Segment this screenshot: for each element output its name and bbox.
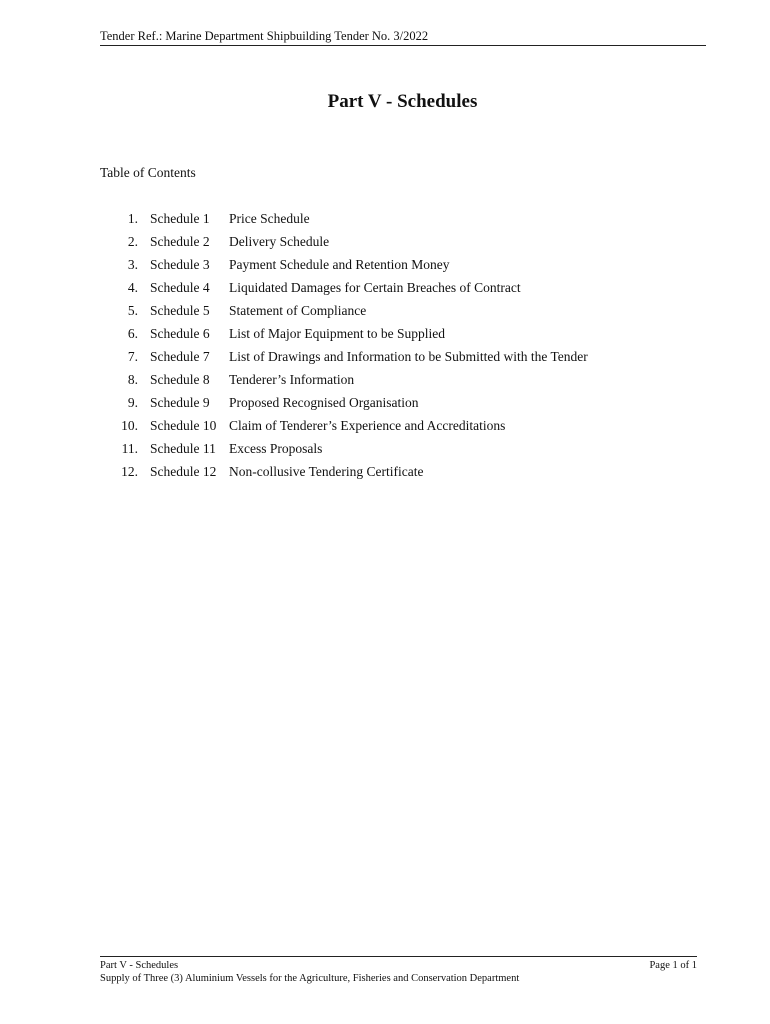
toc-item-title: Proposed Recognised Organisation bbox=[229, 395, 419, 410]
toc-item-title: Delivery Schedule bbox=[229, 234, 330, 249]
toc-item-title: Liquidated Damages for Certain Breaches of Contract bbox=[229, 280, 521, 295]
toc-heading: Table of Contents bbox=[100, 165, 196, 180]
footer-part-label: Part V - Schedules bbox=[100, 960, 179, 971]
toc-item-title: List of Drawings and Information to be Submitted with the Tender bbox=[229, 349, 588, 364]
toc-item-schedule: Schedule 3 bbox=[150, 257, 210, 272]
toc-item-schedule: Schedule 9 bbox=[150, 395, 210, 410]
page-number: Page 1 of 1 bbox=[649, 960, 697, 971]
toc-item-schedule: Schedule 4 bbox=[150, 280, 210, 295]
toc-item-title: Non-collusive Tendering Certificate bbox=[229, 464, 424, 479]
page-footer bbox=[100, 956, 697, 985]
page-title: Part V - Schedules bbox=[327, 91, 478, 112]
toc-item-number: 6. bbox=[127, 326, 138, 341]
toc-item-title: List of Major Equipment to be Supplied bbox=[229, 326, 445, 341]
toc-item-schedule: Schedule 11 bbox=[150, 441, 216, 456]
toc-item-number: 1. bbox=[127, 211, 138, 226]
toc-item-number: 11. bbox=[121, 441, 138, 456]
toc-item-number: 10. bbox=[121, 418, 138, 433]
toc-item-schedule: Schedule 5 bbox=[150, 303, 210, 318]
toc-item-number: 4. bbox=[127, 280, 138, 295]
footer-contract-title: Supply of Three (3) Aluminium Vessels for the Agriculture, Fisheries and Conservation Department bbox=[100, 973, 520, 984]
toc-item-number: 2. bbox=[127, 234, 138, 249]
toc-item-schedule: Schedule 6 bbox=[150, 326, 210, 341]
toc-item-schedule: Schedule 8 bbox=[150, 372, 210, 387]
toc-item-schedule: Schedule 2 bbox=[150, 234, 210, 249]
toc-item-schedule: Schedule 10 bbox=[150, 418, 217, 433]
toc-item-schedule: Schedule 12 bbox=[150, 464, 217, 479]
page-header bbox=[100, 28, 706, 46]
toc-item-title: Tenderer’s Information bbox=[229, 372, 355, 387]
footer-top-row bbox=[100, 959, 697, 972]
toc-item-number: 12. bbox=[121, 464, 138, 479]
toc-item-schedule: Schedule 1 bbox=[150, 211, 210, 226]
toc-item-number: 5. bbox=[127, 303, 138, 318]
toc-item-title: Claim of Tenderer’s Experience and Accreditations bbox=[229, 418, 506, 433]
toc-item-title: Excess Proposals bbox=[229, 441, 323, 456]
toc-item-number: 7. bbox=[127, 349, 138, 364]
toc-item-title: Statement of Compliance bbox=[229, 303, 367, 318]
toc-item-title: Price Schedule bbox=[229, 211, 310, 226]
toc-item-number: 3. bbox=[127, 257, 138, 272]
tender-reference: Tender Ref.: Marine Department Shipbuilding Tender No. 3/2022 bbox=[100, 29, 429, 43]
toc-item-number: 8. bbox=[127, 372, 138, 387]
toc-item-title: Payment Schedule and Retention Money bbox=[229, 257, 450, 272]
toc-item-number: 9. bbox=[127, 395, 138, 410]
toc-item-schedule: Schedule 7 bbox=[150, 349, 210, 364]
